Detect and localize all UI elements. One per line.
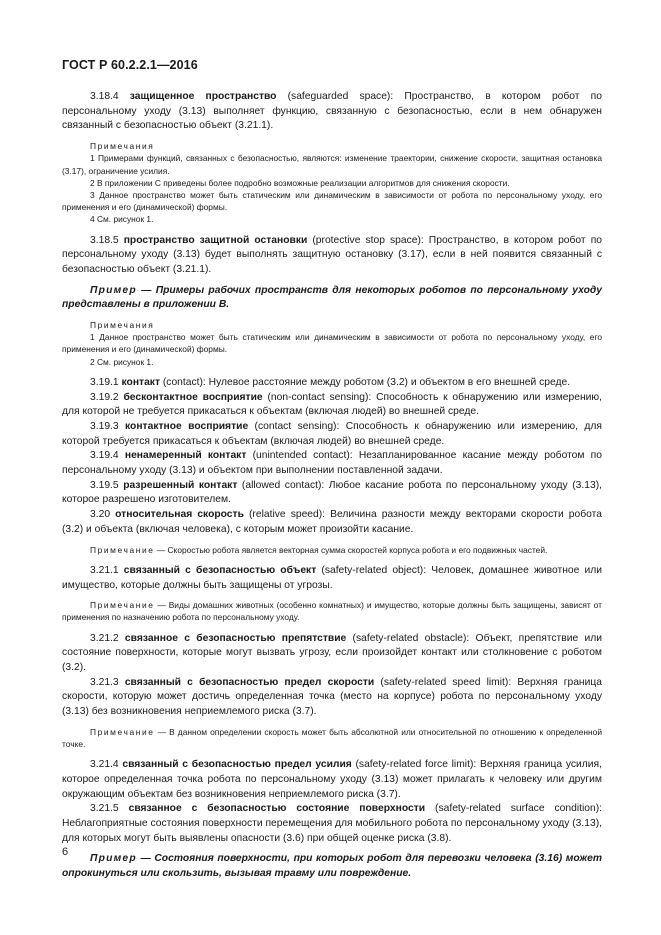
term-definition: (contact sensing): Способность к обнаружению или измерению, для которой требуется прикасаться к объектам (включая людей) во внешней среде. bbox=[62, 420, 602, 447]
term-definition: (safety-related surface condition): Неблагоприятные состояния поверхности перемещения для мобильного робота по персональному уходу (3.13), для которых могут быть выявлены опасности (3.6) при общей оценке риска (3.8). bbox=[62, 803, 602, 844]
note-item: 2 См. рисунок 1. bbox=[90, 356, 154, 367]
term-name: связанное с безопасностью состояние поверхности bbox=[128, 803, 426, 815]
example-label: Пример bbox=[90, 284, 137, 296]
notes-heading: Примечания bbox=[90, 141, 155, 152]
term-number: 3.19.4 bbox=[90, 450, 119, 462]
term-name: связанное с безопасностью препятствие bbox=[124, 632, 347, 644]
term-3-21-4 bbox=[62, 758, 602, 802]
note-label: Примечание bbox=[90, 544, 155, 555]
term-name: ненамеренный контакт bbox=[124, 450, 247, 462]
note-text: — В данном определении скорость может быть абсолютной или относительной по отношению к определенной точке. bbox=[62, 726, 602, 750]
term-number: 3.19.3 bbox=[90, 420, 119, 432]
term-definition: (safety-related obstacle): Объект, препятствие или состояние поверхности, которые могут вызвать угрозу, если произойдет контакт или столкновение с роботом (3.2). bbox=[62, 632, 602, 674]
term-definition: (safety-related force limit): Верхняя граница усилия, которое определенная точка робота по персональному уходу (3.13) может прилагать к человеку или другим окружающим объектам без возникновения неприемлемого риска (3.7). bbox=[62, 759, 602, 800]
term-name: пространство защитной остановки bbox=[123, 234, 308, 246]
term-name: контакт bbox=[121, 376, 161, 388]
example-block bbox=[62, 852, 602, 881]
note-item: 1 Данное пространство может быть статическим или динамическим в зависимости от робота по персональному уходу, его применения и его (динамической) формы. bbox=[62, 332, 602, 355]
term-3-19-3 bbox=[62, 420, 602, 449]
term-name: связанный с безопасностью объект bbox=[123, 564, 317, 576]
note-text: — Скоростью робота является векторная сумма скоростей корпуса робота и его подвижных частей. bbox=[154, 544, 548, 555]
term-definition: (allowed contact): Любое касание робота по персональному уходу (3.13), которое разрешено изготовителем. bbox=[62, 479, 602, 506]
term-number: 3.19.2 bbox=[90, 391, 119, 403]
term-number: 3.21.3 bbox=[90, 676, 119, 688]
term-definition: (safeguarded space): Пространство, в котором робот по персональному уходу (3.13) выполняет функцию, связанную с безопасностью, если в нем обнаружен связанный с безопасностью объект (3.21.1). bbox=[62, 91, 602, 132]
term-number: 3.21.2 bbox=[90, 632, 119, 644]
note-item: 4 См. рисунок 1. bbox=[90, 214, 154, 225]
note-label: Примечание bbox=[90, 600, 155, 611]
note-item: 2 В приложении С приведены более подробно возможные реализации алгоритмов для снижения скорости. bbox=[90, 177, 510, 188]
term-3-18-4 bbox=[62, 90, 602, 134]
notes-heading: Примечания bbox=[90, 320, 155, 331]
note-item: 1 Примерами функций, связанных с безопасностью, являются: изменение траектории, снижение скорости, защитная остановка (3.17), ограничение усилия. bbox=[62, 153, 602, 176]
term-3-19-4 bbox=[62, 449, 602, 478]
term-name: относительная скорость bbox=[115, 509, 244, 521]
term-number: 3.21.4 bbox=[90, 759, 119, 771]
term-number: 3.20 bbox=[90, 509, 111, 521]
term-number: 3.18.5 bbox=[90, 234, 119, 246]
term-3-19-2 bbox=[62, 391, 602, 420]
term-number: 3.21.1 bbox=[90, 564, 119, 576]
term-name: связанный с безопасностью предел скорости bbox=[124, 676, 375, 688]
note-item: 3 Данное пространство может быть статическим или динамическим в зависимости от робота по персональному уходу, его применения и его (динамической) формы. bbox=[62, 189, 602, 213]
term-3-21-3 bbox=[62, 676, 602, 720]
term-name: защищенное пространство bbox=[129, 91, 277, 102]
term-definition: (unintended contact): Незапланированное касание между роботом по персональному уходу (3.13) и объектом при выполнении поставленной задачи. bbox=[62, 450, 602, 477]
note-item bbox=[62, 599, 602, 623]
page-number: 6 bbox=[62, 846, 69, 858]
term-number: 3.19.5 bbox=[90, 479, 119, 491]
term-definition: (safety-related object): Человек, домашнее животное или имущество, которые должны быть защищены от угрозы. bbox=[62, 564, 602, 591]
term-definition: (safety-related speed limit): Верхняя граница скорости, которую может достичь определенная точка (место на корпусе) робота по персональному уходу (3.13) без возникновения неприемлемого риска (3.7). bbox=[62, 676, 602, 718]
term-3-19-5 bbox=[62, 479, 602, 508]
term-name: связанный с безопасностью предел усилия bbox=[122, 759, 352, 771]
term-definition: (contact): Нулевое расстояние между роботом (3.2) и объектом в его внешней среде. bbox=[160, 376, 571, 388]
term-definition: (protective stop space): Пространство, в котором робот по персональному уходу (3.13) будет выполнять защитную остановку (3.17), если в ней появится связанный с безопасностью объект (3.21.1). bbox=[62, 234, 602, 275]
term-number: 3.18.4 bbox=[90, 91, 119, 102]
term-name: контактное восприятие bbox=[125, 420, 249, 432]
term-name: бесконтактное восприятие bbox=[123, 391, 263, 403]
term-3-21-2 bbox=[62, 632, 602, 676]
term-definition: (relative speed): Величина разности между векторами скорости робота (3.2) и объекта (включая человека), с которым может произойти касание. bbox=[62, 509, 602, 535]
example-text: — Состояния поверхности, при которых робот для перевозки человека (3.16) может опрокинуться или скользить, вызывая травму или повреждение. bbox=[62, 853, 602, 880]
term-3-21-1 bbox=[62, 564, 602, 593]
example-text: — Примеры рабочих пространств для некоторых роботов по персональному уходу представлены в приложении В. bbox=[62, 284, 602, 311]
term-3-18-5 bbox=[62, 234, 602, 278]
term-number: 3.21.5 bbox=[90, 803, 119, 815]
term-name: разрешенный контакт bbox=[123, 479, 238, 491]
note-label: Примечание bbox=[90, 726, 155, 737]
document-body bbox=[62, 90, 602, 882]
example-block bbox=[62, 284, 602, 313]
term-number: 3.19.1 bbox=[90, 376, 119, 388]
term-definition: (non-contact sensing): Способность к обнаружению или измерению, для которой не требуется прикасаться к объектам (включая людей) во внешней среде. bbox=[62, 391, 602, 418]
note-item bbox=[62, 544, 602, 556]
term-3-19-1 bbox=[62, 376, 602, 391]
note-item bbox=[62, 726, 602, 750]
term-3-21-5 bbox=[62, 802, 602, 846]
example-label: Пример bbox=[90, 853, 137, 865]
note-text: — Виды домашних животных (особенно комнатных) и имущество, которые должны быть защищены, зависят от применения по назначению робота по персональному уходу. bbox=[62, 600, 602, 623]
document-header: ГОСТ Р 60.2.2.1—2016 bbox=[62, 58, 198, 72]
term-3-20 bbox=[62, 508, 602, 537]
